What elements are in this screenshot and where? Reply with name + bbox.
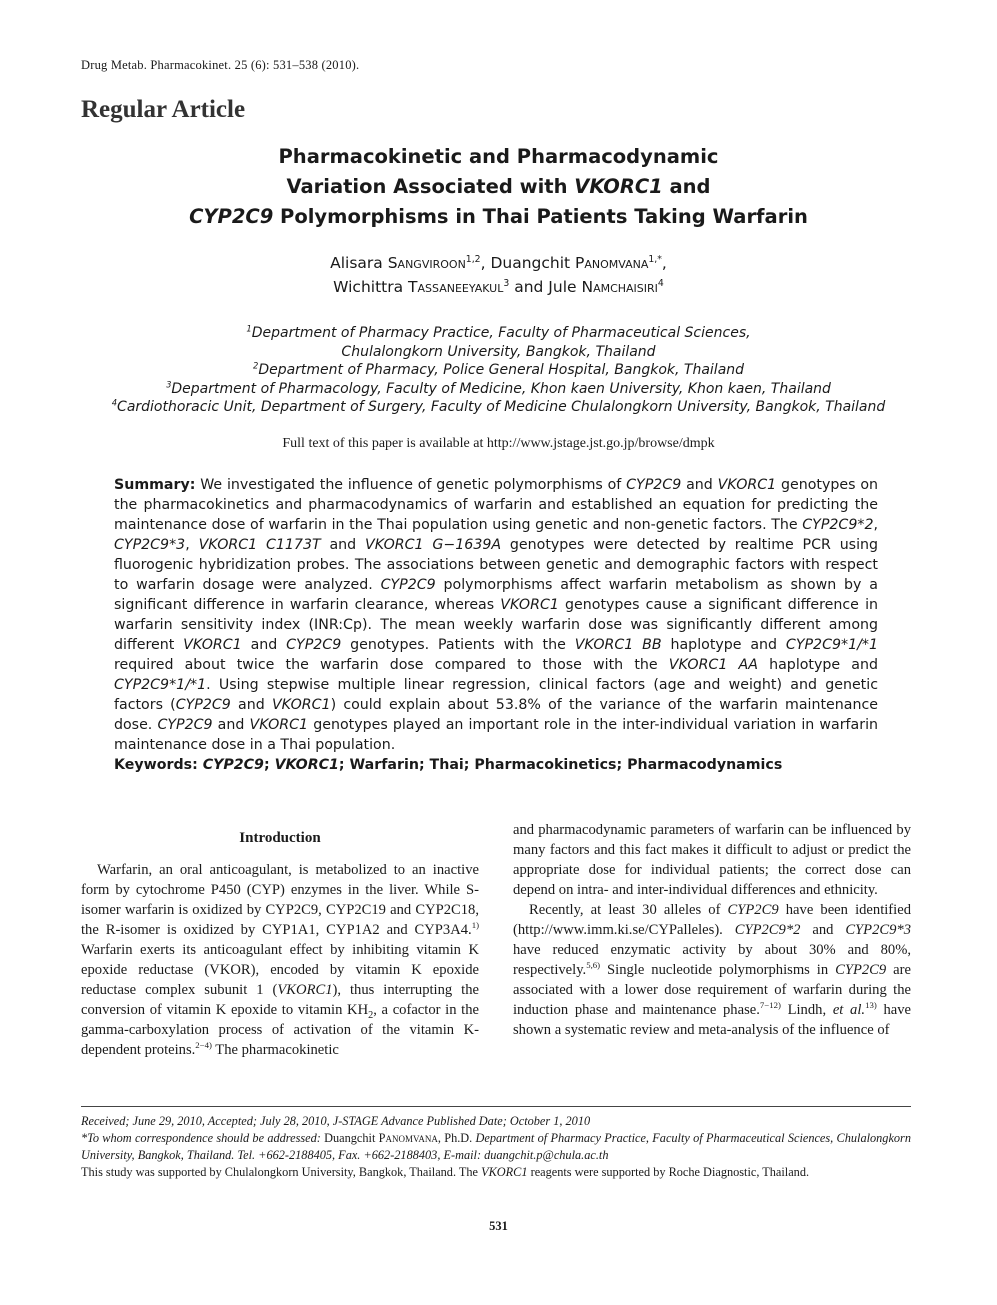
correspondence-note: *To whom correspondence should be addressed: Duangchit Panomvana, Ph.D. Department of Pharmacy Practice, Faculty of Pharmaceutical Sciences, Chulalongkorn University, Bangkok, Thailand. Tel. +662-2188405, Fax. +662-2188403, E-mail: duangchit.p@chula.ac.th: [81, 1131, 911, 1162]
author-list: [100, 251, 897, 299]
title-line-1: Pharmacokinetic and Pharmacodynamic: [278, 145, 719, 168]
paragraph: Recently, at least 30 alleles of CYP2C9 have been identified (http://www.imm.ki.se/CYPalleles). CYP2C9*2 and CYP2C9*3 have reduced enzymatic activity by about 30% and 80%, respectively.$^{5,6)}$ Single nucleotide polymorphisms in CYP2C9 are associated with a lower dose requirement of warfarin during the induction phase and maintenance phase.$^{7-12)}$ Lindh, et al.$^{13)}$ have shown a systematic review and meta-analysis of the influence of: [513, 902, 912, 1038]
section-heading-introduction: Introduction: [239, 830, 321, 846]
author-line-1: Alisara Sangviroon$^{1,2}$, Duangchit Panomvana$^{1,*}$,: [330, 253, 667, 272]
citation: 2−4): [195, 1040, 212, 1051]
paragraph: and pharmacodynamic parameters of warfarin can be influenced by many factors and this fact makes it difficult to adjust or predict the appropriate dose for individual patients; the correct dose can depend on intra- and inter-individual differences and ethnicity.: [513, 822, 911, 898]
summary-abstract: Summary: We investigated the influence of genetic polymorphisms of CYP2C9 and VKORC1 genotypes on the pharmacokinetics and pharmacodynamics of warfarin and established an equation for predicting the maintenance dose of warfarin in the Thai population using genetic and non-genetic factors. The CYP2C9*2, CYP2C9*3, VKORC1 C1173T and VKORC1 G−1639A genotypes were detected by realtime PCR using fluorogenic hybridization probes. The associations between genetic and demographic factors with respect to warfarin dosage were analyzed. CYP2C9 polymorphisms affect warfarin metabolism as shown by a significant difference in warfarin clearance, whereas VKORC1 genotypes cause a significant difference in warfarin sensitivity index (INR:Cp). The mean weekly warfarin dose was significantly different among different VKORC1 and CYP2C9 genotypes. Patients with the VKORC1 BB haplotype and CYP2C9*1/*1 required about twice the warfarin dose compared to those with the VKORC1 AA haplotype and CYP2C9*1/*1. Using stepwise multiple linear regression, clinical factors (age and weight) and genetic factors (CYP2C9 and VKORC1) could explain about 53.8% of the variance of the warfarin maintenance dose. CYP2C9 and VKORC1 genotypes played an important role in the inter-individual variation in warfarin maintenance dose in a Thai population.: [114, 477, 879, 753]
affiliation-line: $^3$Department of Pharmacology, Faculty of Medicine, Khon kaen University, Khon kaen, Thailand: [166, 378, 831, 397]
body-column-right: [513, 820, 911, 1040]
footnote-divider: [81, 1106, 911, 1107]
funding-note: This study was supported by Chulalongkorn University, Bangkok, Thailand. The VKORC1 reagents were supported by Roche Diagnostic, Thailand.: [81, 1165, 810, 1179]
citation: 13): [865, 1000, 877, 1011]
citation: 5,6): [586, 960, 601, 971]
full-text-link-note: Full text of this paper is available at http://www.jstage.jst.go.jp/browse/dmpk: [282, 436, 715, 451]
affiliation-line: $^4$Cardiothoracic Unit, Department of Surgery, Faculty of Medicine Chulalongkorn University, Bangkok, Thailand: [111, 397, 886, 415]
gene-name: CYP2C9: [189, 205, 274, 228]
page-number: 531: [489, 1219, 508, 1233]
body-column-left: [81, 860, 479, 1060]
title-line-2: Variation Associated with VKORC1 and: [286, 175, 711, 198]
affiliation-line: $^1$Department of Pharmacy Practice, Faculty of Pharmaceutical Sciences,: [246, 323, 751, 341]
affiliation-line: $^2$Department of Pharmacy, Police General Hospital, Bangkok, Thailand: [252, 360, 745, 378]
footnotes: [81, 1113, 911, 1181]
affiliation-line: Chulalongkorn University, Bangkok, Thailand: [341, 343, 656, 360]
citation: 7−12): [759, 1000, 781, 1011]
keywords: Keywords: CYP2C9; VKORC1; Warfarin; Thai; Pharmacokinetics; Pharmacodynamics: [114, 757, 783, 773]
author-line-2: Wichittra Tassaneeyakul$^3$ and Jule Namchaisiri$^4$: [333, 277, 664, 296]
title-line-3: CYP2C9 Polymorphisms in Thai Patients Taking Warfarin: [189, 205, 808, 228]
summary-label: Summary:: [114, 477, 196, 493]
paragraph: Warfarin, an oral anticoagulant, is metabolized to an inactive form by cytochrome P450 (CYP) enzymes in the liver. While S-isomer warfarin is oxidized by CYP2C9, CYP2C19 and CYP2C18, the R-isomer is oxidized by CYP1A1, CYP1A2 and CYP3A4.$^{1)}$ Warfarin exerts its anticoagulant effect by inhibiting vitamin K epoxide reductase (VKOR), encoded by vitamin K epoxide reductase complex subunit 1 (VKORC1), thus interrupting the conversion of vitamin K epoxide to vitamin $KH_2$, a cofactor in the gamma-carboxylation process of activation of the vitamin K-dependent proteins.$^{2-4)}$ The pharmacokinetic: [81, 862, 479, 1058]
gene-name: VKORC1: [574, 175, 663, 198]
citation: 1): [471, 920, 479, 931]
received-dates: Received; June 29, 2010, Accepted; July 28, 2010, J-STAGE Advance Published Date; October 1, 2010: [81, 1114, 591, 1128]
affiliations: [80, 324, 917, 417]
article-title: [100, 142, 897, 232]
journal-reference: Drug Metab. Pharmacokinet. 25 (6): 531–538 (2010).: [81, 58, 360, 72]
article-type: Regular Article: [81, 96, 246, 123]
